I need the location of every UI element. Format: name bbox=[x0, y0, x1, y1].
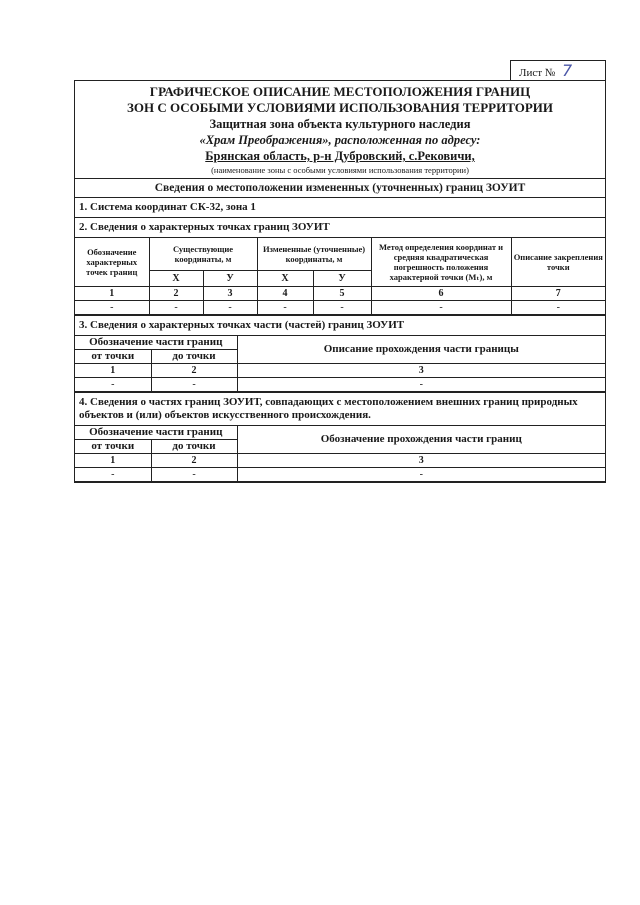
column-numbers-row bbox=[75, 286, 605, 300]
title-block bbox=[75, 81, 605, 179]
col-num: 5 bbox=[313, 286, 371, 300]
col-part-designation: Обозначение части границ bbox=[75, 426, 237, 440]
cell: - bbox=[149, 300, 203, 314]
col-part-description: Описание прохождения части границы bbox=[237, 336, 605, 364]
title-line-4: «Храм Преображения», расположенная по адресу: bbox=[199, 133, 481, 147]
section-4-title: 4. Сведения о частях границ ЗОУИТ, совпадающих с местоположением внешних границ природных объектов и (или) объектов искусственного происхождения. bbox=[75, 392, 605, 426]
column-numbers-row bbox=[75, 363, 605, 377]
col-changed-x: X bbox=[257, 270, 313, 286]
sheet-number: 7 bbox=[562, 61, 573, 80]
col-num: 7 bbox=[511, 286, 605, 300]
coinciding-parts-table bbox=[75, 426, 605, 482]
col-num: 3 bbox=[203, 286, 257, 300]
col-from-point: от точки bbox=[75, 439, 151, 453]
title-line-3: Защитная зона объекта культурного наследия bbox=[209, 117, 471, 131]
section-2-title: 2. Сведения о характерных точках границ ЗОУИТ bbox=[75, 218, 605, 238]
col-method: Метод определения координат и средняя квадратическая погрешность положения характерной точки (Mₜ), м bbox=[371, 238, 511, 286]
col-to-point: до точки bbox=[151, 349, 237, 363]
cell: - bbox=[237, 467, 605, 481]
col-from-point: от точки bbox=[75, 349, 151, 363]
cell: - bbox=[75, 377, 151, 391]
cell: - bbox=[511, 300, 605, 314]
section-3-title: 3. Сведения о характерных точках части (частей) границ ЗОУИТ bbox=[75, 315, 605, 336]
zone-name-caption: (наименование зоны с особыми условиями использования территории) bbox=[211, 165, 469, 175]
col-existing-y: У bbox=[203, 270, 257, 286]
col-fixing-description: Описание закрепления точки bbox=[511, 238, 605, 286]
col-num: 2 bbox=[151, 363, 237, 377]
title-line-1: ГРАФИЧЕСКОЕ ОПИСАНИЕ МЕСТОПОЛОЖЕНИЯ ГРАНИЦ bbox=[149, 84, 531, 99]
points-table bbox=[75, 238, 605, 315]
sheet-number-box bbox=[510, 60, 606, 81]
title-line-2: ЗОН С ОСОБЫМИ УСЛОВИЯМИ ИСПОЛЬЗОВАНИЯ ТЕРРИТОРИИ bbox=[127, 100, 553, 115]
col-num: 1 bbox=[75, 453, 151, 467]
col-changed-coords: Измененные (уточненные) координаты, м bbox=[257, 238, 371, 270]
col-num: 2 bbox=[151, 453, 237, 467]
cell: - bbox=[313, 300, 371, 314]
col-num: 3 bbox=[237, 363, 605, 377]
cell: - bbox=[75, 300, 149, 314]
col-existing-coords: Существующие координаты, м bbox=[149, 238, 257, 270]
col-num: 2 bbox=[149, 286, 203, 300]
cell: - bbox=[257, 300, 313, 314]
cell: - bbox=[75, 467, 151, 481]
cell: - bbox=[151, 377, 237, 391]
section-1-coordinate-system: 1. Система координат СК-32, зона 1 bbox=[75, 198, 605, 218]
col-num: 4 bbox=[257, 286, 313, 300]
cell: - bbox=[203, 300, 257, 314]
col-num: 6 bbox=[371, 286, 511, 300]
table-row bbox=[75, 377, 605, 391]
document-frame bbox=[74, 80, 606, 483]
sheet-label: Лист № bbox=[519, 67, 556, 79]
col-part-designation: Обозначение части границ bbox=[75, 336, 237, 350]
table-row bbox=[75, 467, 605, 481]
col-num: 1 bbox=[75, 286, 149, 300]
col-point-designation: Обозначение характерных точек границ bbox=[75, 238, 149, 286]
address-line: Брянская область, р-н Дубровский, с.Рековичи, bbox=[205, 149, 475, 163]
col-num: 1 bbox=[75, 363, 151, 377]
col-changed-y: У bbox=[313, 270, 371, 286]
cell: - bbox=[237, 377, 605, 391]
col-num: 3 bbox=[237, 453, 605, 467]
cell: - bbox=[151, 467, 237, 481]
cell: - bbox=[371, 300, 511, 314]
part-points-table bbox=[75, 336, 605, 392]
column-numbers-row bbox=[75, 453, 605, 467]
table-row bbox=[75, 300, 605, 314]
col-part-description: Обозначение прохождения части границ bbox=[237, 426, 605, 454]
col-existing-x: X bbox=[149, 270, 203, 286]
changed-boundaries-header: Сведения о местоположении измененных (уточненных) границ ЗОУИТ bbox=[75, 179, 605, 198]
col-to-point: до точки bbox=[151, 439, 237, 453]
